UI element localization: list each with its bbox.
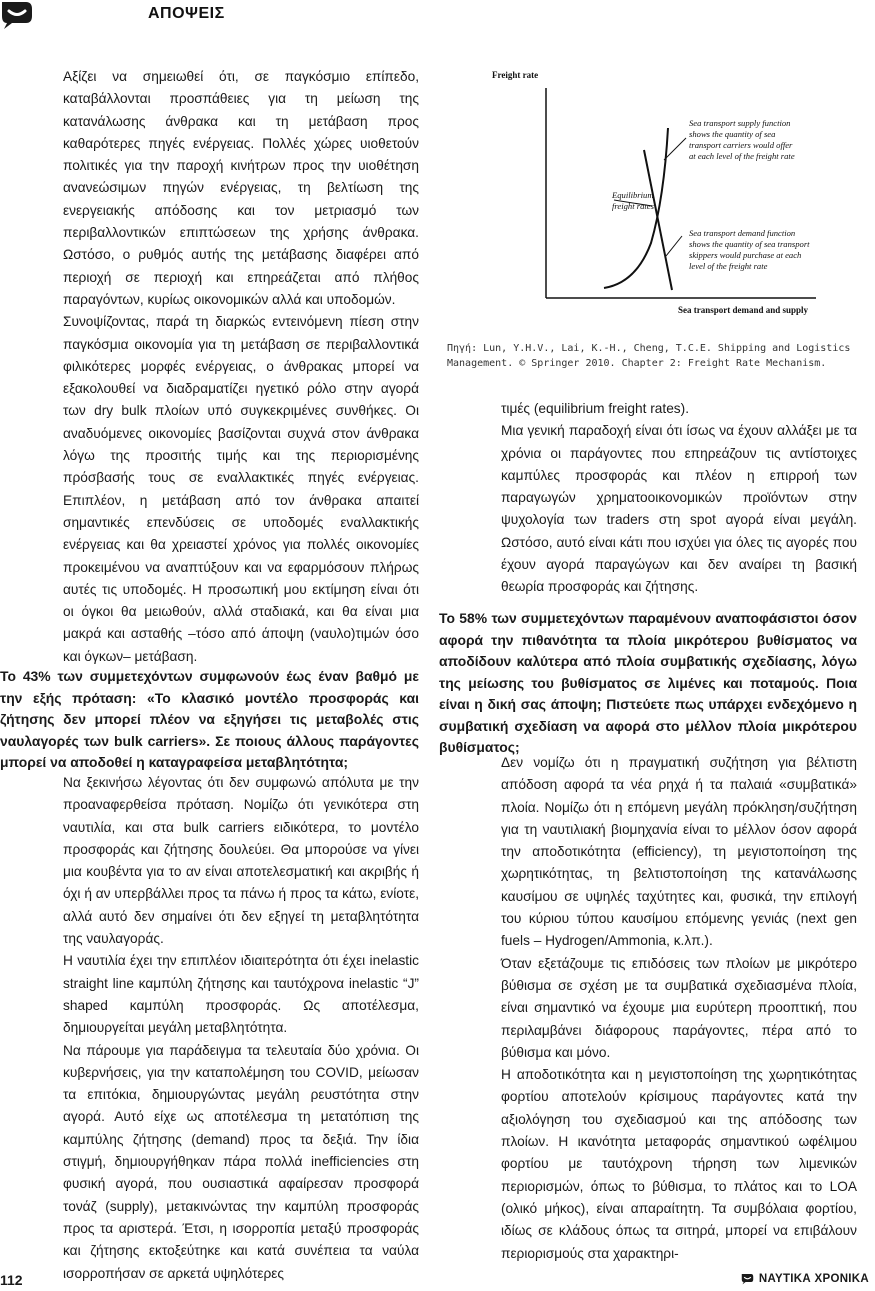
paragraph: Η ναυτιλία έχει την επιπλέον ιδιαιτερότητα ότι έχει inelastic straight line καμπύλη ζήτησης και ταυτόχρονα inelastic “J” shaped καμπύλη προσφοράς. Ως αποτέλεσμα, δημιουργείται μεγάλη μεταβλητότητα. (63, 953, 419, 1036)
demand-curve (644, 150, 672, 290)
right-column-top (501, 398, 857, 599)
paragraph: Δεν νομίζω ότι η πραγματική συζήτηση για βέλτιστη απόδοση αφορά τα νέα ρηχά ή τα παλαιά «συμβατικά» πλοία. Νομίζω ότι η επόμενη μεγάλη πρόκληση/συζήτηση για τη ναυτιλιακή βιομηχανία είναι το μέλλον όσον αφορά την αποδοτικότητα (efficiency), τη μεγιστοποίηση της χωρητικότητας, τη βελτιστοποίηση της κατανάλωσης καυσίμου σε υψηλές ταχύτητες και, φυσικά, την επιλογή του κύριου τύπου καυσίμου επόμενης γενιάς (next gen fuels – Hydrogen/Ammonia, κ.λπ.). (501, 755, 857, 949)
question-block-left (0, 666, 419, 774)
paragraph: Συνοψίζοντας, παρά τη διαρκώς εντεινόμενη πίεση στην παγκόσμια οικονομία για τη μετάβαση σε περιβαλλοντικά φιλικότερες μορφές ενέργειας, ο άνθρακας μπορεί να εξακολουθεί να διαδραματίζει ηγετικό ρόλο στην αγορά των dry bulk πλοίων υπό συγκεκριμένες συνθήκες. Οι αναδυόμενες οικονομίες βασίζονται συχνά στον άνθρακα λόγω της προσιτής τιμής και της περιορισμένης πρόσβασής τους σε εναλλακτικές πηγές ενέργειας. Επιπλέον, η μετάβαση από τον άνθρακα απαιτεί σημαντικές επενδύσεις σε υποδομές εναλλακτικής ενέργειας και θα χρειαστεί χρόνος για πολλές οικονομίες προκειμένου να αναπτύξουν και να εφαρμόσουν πλήρως αυτές τις υποδομές. Η προσωπική μου εκτίμηση είναι ότι οι όγκοι θα μειωθούν, αλλά σταδιακά, και θα είναι μια μακρά και ασταθής –τόσο από άποψη (ναυλο)τιμών όσο και όγκων– μετάβαση. (63, 314, 419, 664)
paragraph: Όταν εξετάζουμε τις επιδόσεις των πλοίων με μικρότερο βύθισμα σε σχέση με τα συμβατικά σχεδιασμένα πλοία, είναι σημαντικό να έχουμε μια ευρύτερη προοπτική, που περιλαμβάνει διάφορους παράγοντες, πέρα από το βύθισμα και μόνο. (501, 955, 857, 1060)
paragraph: τιμές (equilibrium freight rates). (501, 401, 690, 416)
demand-note: Sea transport demand function shows the quantity of sea transport skippers would purchase at each level of the freight rate (689, 228, 810, 271)
supply-demand-diagram (486, 68, 856, 326)
speech-bubble-icon (741, 1273, 754, 1285)
x-axis-label: Sea transport demand and supply (678, 305, 809, 315)
right-column-answer (501, 752, 857, 1265)
left-column-answer (63, 772, 419, 1285)
question-text: Το 58% των συμμετεχόντων παραμένουν αναποφάσιστοι όσον αφορά την πιθανότητα τα πλοία μικρότερου βυθίσματος να αποδίδουν καλύτερα από πλοία συμβατικής σχεδίασης, λόγω της μείωσης του βυθίσματος σε λιμένες και ποταμούς. Ποια είναι η δική σας άποψη; Πιστεύετε πως υπάρχει ενδεχόμενο η συμβατική σχεδίαση να αφορά στο μέλλον πλοία μικρότερου βυθίσματος; (439, 610, 857, 755)
paragraph: Η αποδοτικότητα και η μεγιστοποίηση της χωρητικότητας φορτίου αποτελούν κρίσιμους παράγοντες κατά την αξιολόγηση του σχεδιασμού και της απόδοσης των πλοίων. Η ικανότητα μεταφοράς σημαντικού ωφέλιμου φορτίου με ταυτόχρονη τήρηση των λιμενικών περιορισμών, όπως το βύθισμα, το πλάτος και το LOA (ολικό μήκος), είναι απαραίτητη. Τα συμβόλαια φορτίου, ιδίως σε κλάδους όπως τα σιτηρά, μπορεί να επιβάλουν περιορισμούς στα χαρακτηρι- (501, 1067, 857, 1261)
equilibrium-note: Equilibrium freight rates (612, 190, 654, 211)
figure-caption: Πηγή: Lun, Y.H.V., Lai, K.-H., Cheng, T.C.E. Shipping and Logistics Management. © Springer 2010. Chapter 2: Freight Rate Mechanism. (447, 343, 851, 369)
footer-brand (741, 1273, 869, 1285)
section-title: ΑΠΟΨΕΙΣ (148, 5, 225, 22)
brand-name: ΝΑΥΤΙΚΑ ΧΡΟΝΙΚΑ (758, 1273, 869, 1285)
y-axis-label: Freight rate (492, 70, 539, 80)
paragraph: Να πάρουμε για παράδειγμα τα τελευταία δύο χρόνια. Οι κυβερνήσεις, για την καταπολέμηση του COVID, μείωσαν τα επιτόκια, δημιουργώντας μεγάλη ρευστότητα στην αγορά. Αυτό είχε ως αποτέλεσμα τη μετατόπιση της καμπύλης ζήτησης (demand) προς τα δεξιά. Την ίδια στιγμή, δημιουργήθηκαν πάρα πολλά inefficiencies στη φυσική αγορά, που ουσιαστικά αφαίρεσαν προσφορά τονάζ (supply), μετακινώντας την καμπύλη προσφοράς προς τα αριστερά. Έτσι, η ισορροπία μεταξύ προσφοράς και ζήτησης εκτοξεύτηκε και κατά συνέπεια τα ναύλα ισορροπήσαν σε αρκετά υψηλότερες (63, 1042, 419, 1281)
question-text: Το 43% των συμμετεχόντων συμφωνούν έως έναν βαθμό με την εξής πρόταση: «Το κλασικό μοντέλο προσφοράς και ζήτησης δεν μπορεί πλέον να εξηγήσει τις μεταβολές στις ναυλαγορές των bulk carriers». Σε ποιους άλλους παράγοντες μπορεί να αποδοθεί η καταγραφείσα μεταβλητότητα; (0, 668, 419, 770)
page-number: 112 (0, 1272, 23, 1288)
paragraph: Να ξεκινήσω λέγοντας ότι δεν συμφωνώ απόλυτα με την προαναφερθείσα πρόταση. Νομίζω ότι γενικότερα στη ναυτιλία, και στα bulk carriers ειδικότερα, το μοντέλο προσφοράς και ζήτησης δουλεύει. Θα μπορούσε να γίνει μια κουβέντα για το αν είναι αποτελεσματική και ακριβής ή όχι ή αν υπερβάλλει προς τα πάνω ή προς τα κάτω, ενίοτε, αλλά αυτό δεν σημαίνει ότι δεν εξηγεί τη μεταβλητότητα της ναυλαγοράς. (63, 775, 419, 947)
question-block-right (439, 608, 857, 759)
left-column-top (63, 66, 419, 668)
speech-bubble-icon (0, 0, 34, 30)
supply-note: Sea transport supply function shows the quantity of sea transport carriers would offer at each level of the freight rate (689, 118, 795, 161)
paragraph: Αξίζει να σημειωθεί ότι, σε παγκόσμιο επίπεδο, καταβάλλονται προσπάθειες για τη μείωση της κατανάλωσης άνθρακα και τη μετάβαση προς καθαρότερες πηγές ενέργειας. Πολλές χώρες υιοθετούν πολιτικές για την παροχή κινήτρων προς την υιοθέτηση ανανεώσιμων πηγών ενέργειας, τη βελτίωση της ενεργειακής απόδοσης και τον μετριασμό των περιβαλλοντικών επιπτώσεων της χρήσης άνθρακα. Ωστόσο, ο ρυθμός αυτής της μετάβασης διαφέρει από περιοχή σε περιοχή και επηρεάζεται από πλήθος παραγόντων, κυρίως οικονομικών αλλά και υποδομών. (63, 69, 419, 307)
paragraph: Μια γενική παραδοχή είναι ότι ίσως να έχουν αλλάξει με τα χρόνια οι παράγοντες που επηρεάζουν τις αντίστοιχες καμπύλες προσφοράς και πλέον η επιρροή των παραγωγών χρηματοοικονομικών προϊόντων στην ψυχολογία των traders στη spot αγορά είναι μεγάλη. Ωστόσο, αυτό είναι κάτι που ισχύει για όλες τις αγορές που έχουν αγορά παραγώγων και δεν αναίρει τη βασική θεωρία προσφοράς και ζήτησης. (501, 423, 857, 595)
demand-pointer (666, 236, 682, 256)
